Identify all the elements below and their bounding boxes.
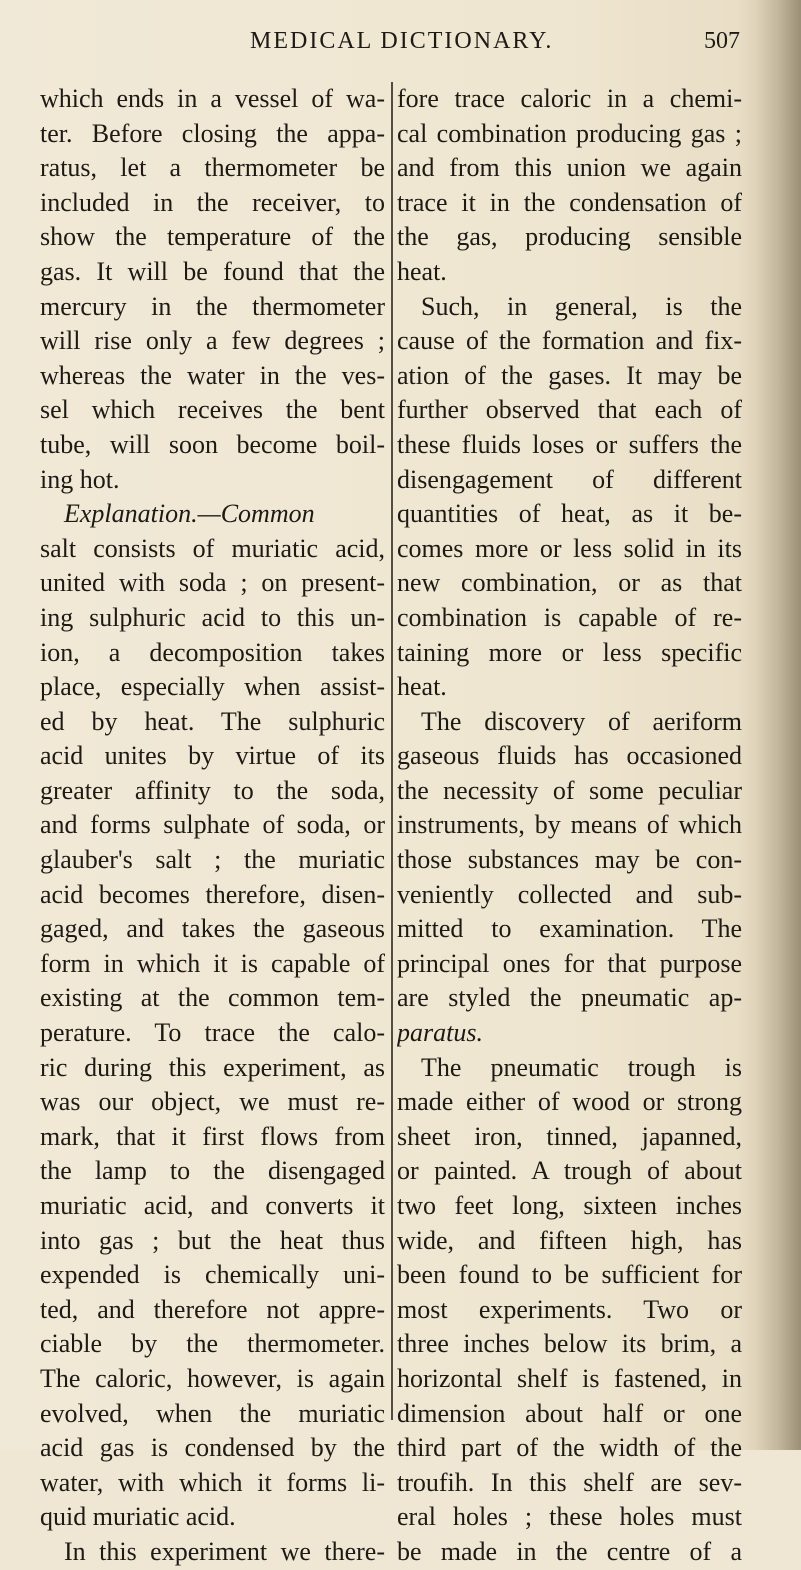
text-line: ion, a decomposition takes	[40, 637, 385, 667]
text-line: show the temperature of the	[40, 222, 385, 252]
text-line: ciable by the thermometer.	[40, 1329, 385, 1359]
text-line: been found to be sufficient for	[397, 1260, 742, 1290]
text-line: fore trace caloric in a chemi-	[397, 84, 742, 113]
text-line: mark, that it first flows from	[40, 1121, 385, 1151]
text-line: paratus.	[397, 1018, 483, 1048]
text-line: eral holes ; these holes must	[397, 1502, 742, 1532]
text-line: and forms sulphate of soda, or	[40, 810, 385, 840]
text-line: greater affinity to the soda,	[40, 775, 385, 805]
text-line: muriatic acid, and converts it	[40, 1191, 385, 1220]
text-line: heat.	[397, 256, 447, 286]
text-line: ing sulphuric acid to this un-	[40, 602, 385, 632]
left-column	[40, 82, 385, 1570]
text-line: taining more or less specific	[397, 637, 742, 667]
text-line: instruments, by means of which	[397, 810, 742, 840]
text-line: principal ones for that purpose	[397, 948, 742, 978]
text-line: included in the receiver, to	[40, 187, 385, 217]
text-line: two feet long, sixteen inches	[397, 1191, 742, 1220]
text-line: salt consists of muriatic acid,	[40, 533, 385, 563]
text-line: quantities of heat, as it be-	[397, 499, 742, 529]
text-line: acid gas is condensed by the	[40, 1433, 385, 1463]
text-line: trace it in the condensation of	[397, 187, 742, 217]
text-line: those substances may be con-	[397, 845, 742, 875]
text-line: ter. Before closing the appa-	[40, 118, 385, 148]
text-line: glauber's salt ; the muriatic	[40, 845, 385, 875]
page-header	[40, 28, 740, 68]
text-line: will rise only a few degrees ;	[40, 326, 385, 356]
text-line: comes more or less solid in its	[397, 533, 742, 563]
text-line: the gas, producing sensible	[397, 222, 742, 252]
text-line: Such, in general, is the	[421, 291, 742, 321]
text-line: ric during this experiment, as	[40, 1052, 385, 1082]
text-line: tube, will soon become boil-	[40, 429, 385, 459]
text-line: horizontal shelf is fastened, in	[397, 1363, 742, 1393]
text-line: combination is capable of re-	[397, 602, 742, 632]
text-line: ing hot.	[40, 464, 120, 494]
text-line: disengagement of different	[397, 464, 742, 494]
text-line: quid muriatic acid.	[40, 1502, 236, 1532]
text-line: ratus, let a thermometer be	[40, 153, 385, 183]
text-line: third part of the width of the	[397, 1433, 742, 1463]
text-line: The pneumatic trough is	[421, 1052, 742, 1082]
text-line: acid becomes therefore, disen-	[40, 879, 385, 909]
text-line: existing at the common tem-	[40, 983, 385, 1013]
text-line: In this experiment we there-	[64, 1536, 385, 1566]
text-line: into gas ; but the heat thus	[40, 1225, 385, 1255]
text-line: mitted to examination. The	[397, 914, 742, 944]
text-line: ation of the gases. It may be	[397, 360, 742, 390]
text-line: gas. It will be found that the	[40, 256, 385, 286]
text-line: gaseous fluids has occasioned	[397, 741, 742, 771]
page-edge-shadow	[755, 0, 801, 1450]
text-line: The discovery of aeriform	[421, 706, 742, 736]
section-heading-explanation: Explanation.—Common	[64, 499, 315, 529]
running-head: MEDICAL DICTIONARY.	[250, 28, 554, 54]
text-line: dimension about half or one	[397, 1398, 742, 1428]
text-line: expended is chemically uni-	[40, 1260, 385, 1290]
text-line: new combination, or as that	[397, 568, 742, 598]
text-line: form in which it is capable of	[40, 948, 385, 978]
text-line: three inches below its brim, a	[397, 1329, 742, 1359]
text-line: which ends in a vessel of wa-	[40, 84, 385, 113]
text-line: mercury in the thermometer	[40, 291, 385, 321]
text-line: gaged, and takes the gaseous	[40, 914, 385, 944]
text-line: most experiments. Two or	[397, 1294, 742, 1324]
text-line: water, with which it forms li-	[40, 1467, 385, 1497]
text-line: ed by heat. The sulphuric	[40, 706, 385, 736]
text-line: place, especially when assist-	[40, 672, 385, 702]
text-line: be made in the centre of a	[397, 1536, 742, 1566]
page-number: 507	[704, 28, 740, 54]
text-line: ted, and therefore not appre-	[40, 1294, 385, 1324]
text-line: are styled the pneumatic ap-	[397, 983, 742, 1013]
text-line: The caloric, however, is again	[40, 1363, 385, 1393]
text-line: sheet iron, tinned, japanned,	[397, 1121, 742, 1151]
text-line: perature. To trace the calo-	[40, 1018, 385, 1048]
text-line: was our object, we must re-	[40, 1087, 385, 1117]
text-line: troufih. In this shelf are sev-	[397, 1467, 742, 1497]
text-line: these fluids loses or suffers the	[397, 429, 742, 459]
text-line: and from this union we again	[397, 153, 742, 183]
text-line: made either of wood or strong	[397, 1087, 742, 1117]
text-line: wide, and fifteen high, has	[397, 1225, 742, 1255]
text-line: the necessity of some peculiar	[397, 775, 742, 805]
text-line: acid unites by virtue of its	[40, 741, 385, 771]
text-line: evolved, when the muriatic	[40, 1398, 385, 1428]
text-line: further observed that each of	[397, 395, 742, 425]
text-line: cause of the formation and fix-	[397, 326, 742, 356]
text-columns	[40, 82, 744, 1566]
text-line: or painted. A trough of about	[397, 1156, 742, 1186]
text-line: whereas the water in the ves-	[40, 360, 385, 390]
right-column	[397, 82, 742, 1570]
text-line: cal combination producing gas ;	[397, 118, 742, 148]
text-line: veniently collected and sub-	[397, 879, 742, 909]
text-line: united with soda ; on present-	[40, 568, 385, 598]
text-line: sel which receives the bent	[40, 395, 385, 425]
text-line: heat.	[397, 672, 447, 702]
text-line: the lamp to the disengaged	[40, 1156, 385, 1186]
